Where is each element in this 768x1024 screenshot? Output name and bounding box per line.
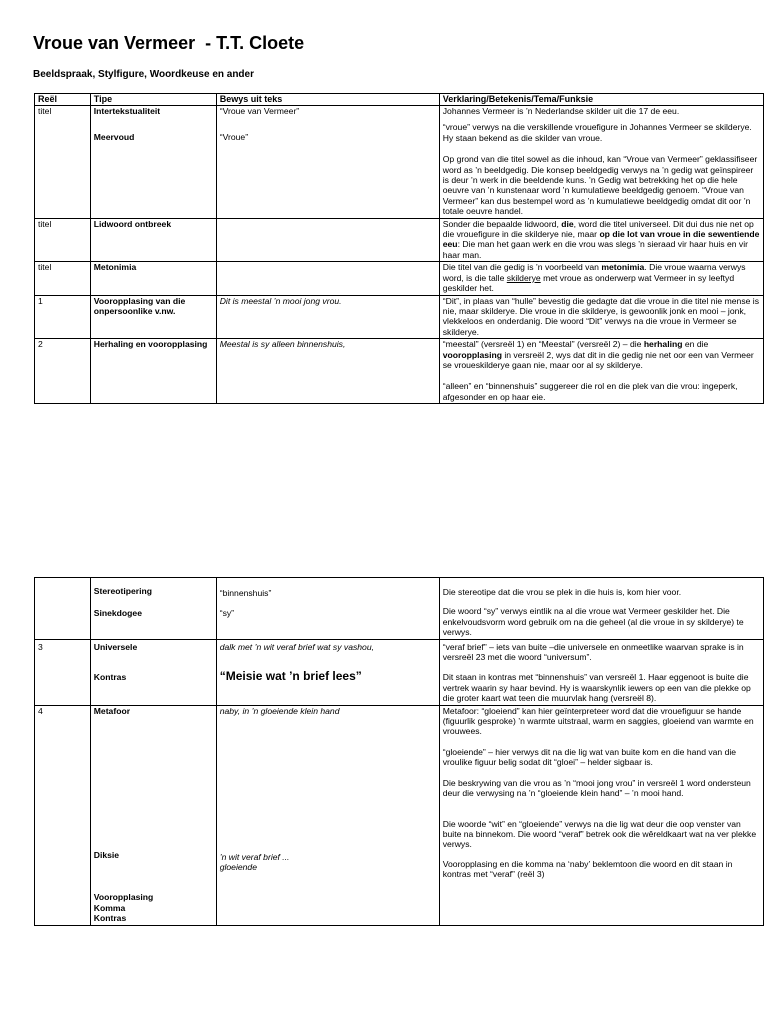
verklaring-text: Die beskrywing van die vrou as ’n “mooi jong vrou” in versreël 1 word ondersteun deur die verwysing na ’n “gloeiende klein hand” – ’n mooi hand. [442, 777, 751, 799]
cell-tipe: Lidwoord ontbreek [90, 218, 216, 262]
cell-verklaring [439, 218, 763, 262]
table-row [35, 295, 764, 339]
text-run-underline: skilderye [506, 272, 541, 283]
text-run: in versreël 2, wys dat dit in die gedig nie net oor een van Vermeer se vroueskilderye gaan nie, maar oor al sy skilderye. [442, 349, 754, 370]
cell-verklaring [439, 106, 763, 219]
text-run: met vroue as onderwerp wat Vermeer in sy leeftyd geskilder het. [442, 272, 735, 294]
table-row [35, 705, 764, 925]
cell-verklaring [439, 262, 763, 295]
cell-reel: titel [35, 106, 91, 219]
text-run: . Die vroue waarna verwys word, is die talle [442, 262, 746, 283]
text-run: , word die titel universeel. Dit dui dus nie net op die vrouefigure in die skilderye nie, maar [442, 218, 754, 240]
cell-tipe [90, 705, 216, 925]
cell-bewys [216, 106, 439, 219]
tipe-label: Intertekstualiteit [93, 106, 161, 116]
tipe-label: Komma [93, 902, 126, 913]
verklaring-text: Die woord “sy” verwys eintlik na al die vroue wat Vermeer geskilder het. Die enkelvoudsvorm word gebruik om na die geheel (al die vroue in sy skilderye) te verwys. [442, 606, 744, 638]
verklaring-text: Die woorde “wit” en “gloeiende” verwys na die lig wat deur die oop venster van buite na binnekom. Die woord “veraf” betrek ook die wêreldkaart wat na ver plekke verwys. [442, 818, 757, 850]
cell-bewys [216, 639, 439, 705]
text-run: Vooropplasing en die komma na ‘naby’ beklemtoon die woord en dit staan in [442, 858, 733, 869]
verklaring-text: “vroue” verwys na die verskillende vrouefigure in Johannes Vermeer se skilderye. Hy staan bekend as die skilder van vroue. [442, 122, 752, 143]
tipe-label: Vooropplasing [93, 892, 154, 903]
cell-reel: 4 [35, 705, 91, 925]
text-run: kontras met “veraf” [442, 869, 515, 880]
cell-bewys: Dit is meestal ’n mooi jong vrou. [216, 295, 439, 339]
bewys-quote: “binnenshuis” [219, 588, 272, 598]
table-header-row [35, 94, 764, 106]
cell-verklaring: “Dit”, in plaas van “hulle” bevestig die gedagte dat die vroue in die titel nie mense is nie, maar skilderye. Die vroue in die skilderye, is gewoonlik jonk en mooi – jonk, vlekkeloos en onderdanig. Die woord “Dit” verwys na die vroue in Vermeer se skilderye. [439, 295, 763, 339]
text-run: Sonder die bepaalde lidwoord, [442, 218, 562, 229]
verklaring-text: “alleen” en “binnenshuis” suggereer die rol en die plek van die vrou: ingeperk, afgesonder en op haar eie. [442, 381, 738, 402]
verklaring-text: “gloeiende” – hier verwys dit na die lig wat van buite kom en die hand van die vroulike figuur belig sodat dit “gloei” – helder sigbaar is. [442, 746, 737, 768]
cell-reel: titel [35, 262, 91, 295]
header-verklaring: Verklaring/Betekenis/Tema/Funksie [439, 94, 763, 106]
table-row [35, 106, 764, 219]
text-run-bold: herhaling [643, 339, 683, 350]
verklaring-text: Metafoor: “gloeiend” kan hier geïnterpreteer word dat die vrouefiguur se hande (figuurlik gesproke) ’n warmte uitstraal, warm en saggies, gloeiend van warmte en vrouwees. [442, 705, 754, 737]
cell-tipe: Herhaling en vooropplasing [90, 339, 216, 404]
table-row [35, 262, 764, 295]
text-run-bold: die [561, 218, 574, 229]
cell-tipe: Vooropplasing van die onpersoonlike v.nw. [90, 295, 216, 339]
page-subtitle: Beeldspraak, Stylfigure, Woordkeuse en ander [33, 69, 254, 80]
cell-reel: titel [35, 218, 91, 262]
cell-verklaring [439, 339, 763, 404]
tipe-label: Sinekdogee [93, 608, 142, 619]
verklaring-text: Johannes Vermeer is ’n Nederlandse skilder uit die 17 de eeu. [442, 106, 680, 116]
cell-reel: 2 [35, 339, 91, 404]
bewys-painting-title: “Meisie wat ’n brief lees” [219, 669, 362, 684]
bewys-quote: dalk met ’n wit veraf brief wat sy vashou, [219, 641, 374, 652]
verklaring-text: Die stereotipe dat die vrou se plek in die huis is, kom hier voor. [442, 587, 682, 597]
bewys-quote: “Vroue van Vermeer” [219, 106, 300, 116]
analysis-table-1 [34, 93, 764, 404]
text-run: (reël 3) [514, 869, 545, 880]
tipe-label: Kontras [93, 672, 127, 683]
cell-tipe [90, 639, 216, 705]
cell-reel [35, 578, 91, 640]
verklaring-text: Op grond van die titel sowel as die inhoud, kan “Vroue van Vermeer” geklassifiseer word as ’n beeldgedig. Die konsep beeldgedig verwys na ’n gedig wat geïnspireer is deur ’n werk in die beeldende kuns. ’n Gedig wat betrekking het op die hele oeuvre van ’n kunstenaar word ’n kumulatiewe beeldgedig genoem. “Vroue van Vermeer” kan dus bestempel word as ’n kumulatiewe beeldgedig omdat dit oor ’n totale oeuvre handel. [442, 154, 758, 217]
header-tipe: Tipe [90, 94, 216, 106]
table-row [35, 339, 764, 404]
tipe-label: Meervoud [93, 132, 135, 143]
cell-tipe [90, 106, 216, 219]
text-run-bold: metonimia [601, 262, 645, 273]
analysis-table-2 [34, 577, 764, 926]
tipe-label: Diksie [93, 850, 120, 861]
cell-bewys [216, 262, 439, 295]
cell-bewys [216, 578, 439, 640]
cell-bewys [216, 218, 439, 262]
header-reel: Reël [35, 94, 91, 106]
cell-reel: 3 [35, 639, 91, 705]
cell-verklaring [439, 705, 763, 925]
table-row [35, 639, 764, 705]
cell-verklaring [439, 639, 763, 705]
tipe-label: Metafoor [93, 705, 131, 716]
text-run: : Die man het gaan werk en die vrou was slegs ’n sieraad vir haar huis en vir haar man. [442, 239, 748, 260]
bewys-quote: gloeiende [219, 862, 257, 873]
text-run: en die [682, 339, 709, 350]
table-row [35, 218, 764, 262]
verklaring-text: Dit staan in kontras met “binnenshuis” van versreël 1. Haar eggenoot is buite die vertrek waarin sy haar bevind. Hy is waarskynlik iewers op een van die plekke op die groter kaart wat teen die muurvlak hang (versreël 8). [442, 672, 751, 704]
text-run-bold: vooropplasing [442, 349, 502, 360]
cell-bewys [216, 705, 439, 925]
verklaring-text: “veraf brief” – iets van buite –die universele en onmeetlike waarvan sprake is in versreël 23 met die woord “universum”. [442, 641, 744, 663]
bewys-quote: “sy” [219, 608, 235, 619]
bewys-quote: “Vroue” [219, 132, 249, 143]
text-run: “meestal” (versreël 1) en “Meestal” (versreël 2) – die [442, 339, 644, 350]
text-run: Die titel van die gedig is ’n voorbeeld van [442, 262, 602, 273]
cell-bewys: Meestal is sy alleen binnenshuis, [216, 339, 439, 404]
tipe-label: Universele [93, 641, 138, 652]
verklaring-text [443, 859, 760, 880]
tipe-label: Stereotipering [93, 586, 153, 596]
cell-verklaring [439, 578, 763, 640]
table-row [35, 578, 764, 640]
text-run-bold: op die lot van vroue in die sewentiende eeu [442, 229, 760, 250]
tipe-label: Kontras [93, 913, 127, 924]
cell-tipe: Metonimia [90, 262, 216, 295]
bewys-quote: ’n wit veraf brief ... [219, 852, 290, 863]
cell-tipe [90, 578, 216, 640]
cell-reel: 1 [35, 295, 91, 339]
bewys-quote: naby, in ’n gloeiende klein hand [219, 705, 340, 716]
header-bewys: Bewys uit teks [216, 94, 439, 106]
page-title: Vroue van Vermeer - T.T. Cloete [33, 33, 305, 53]
verklaring-text [443, 339, 760, 370]
